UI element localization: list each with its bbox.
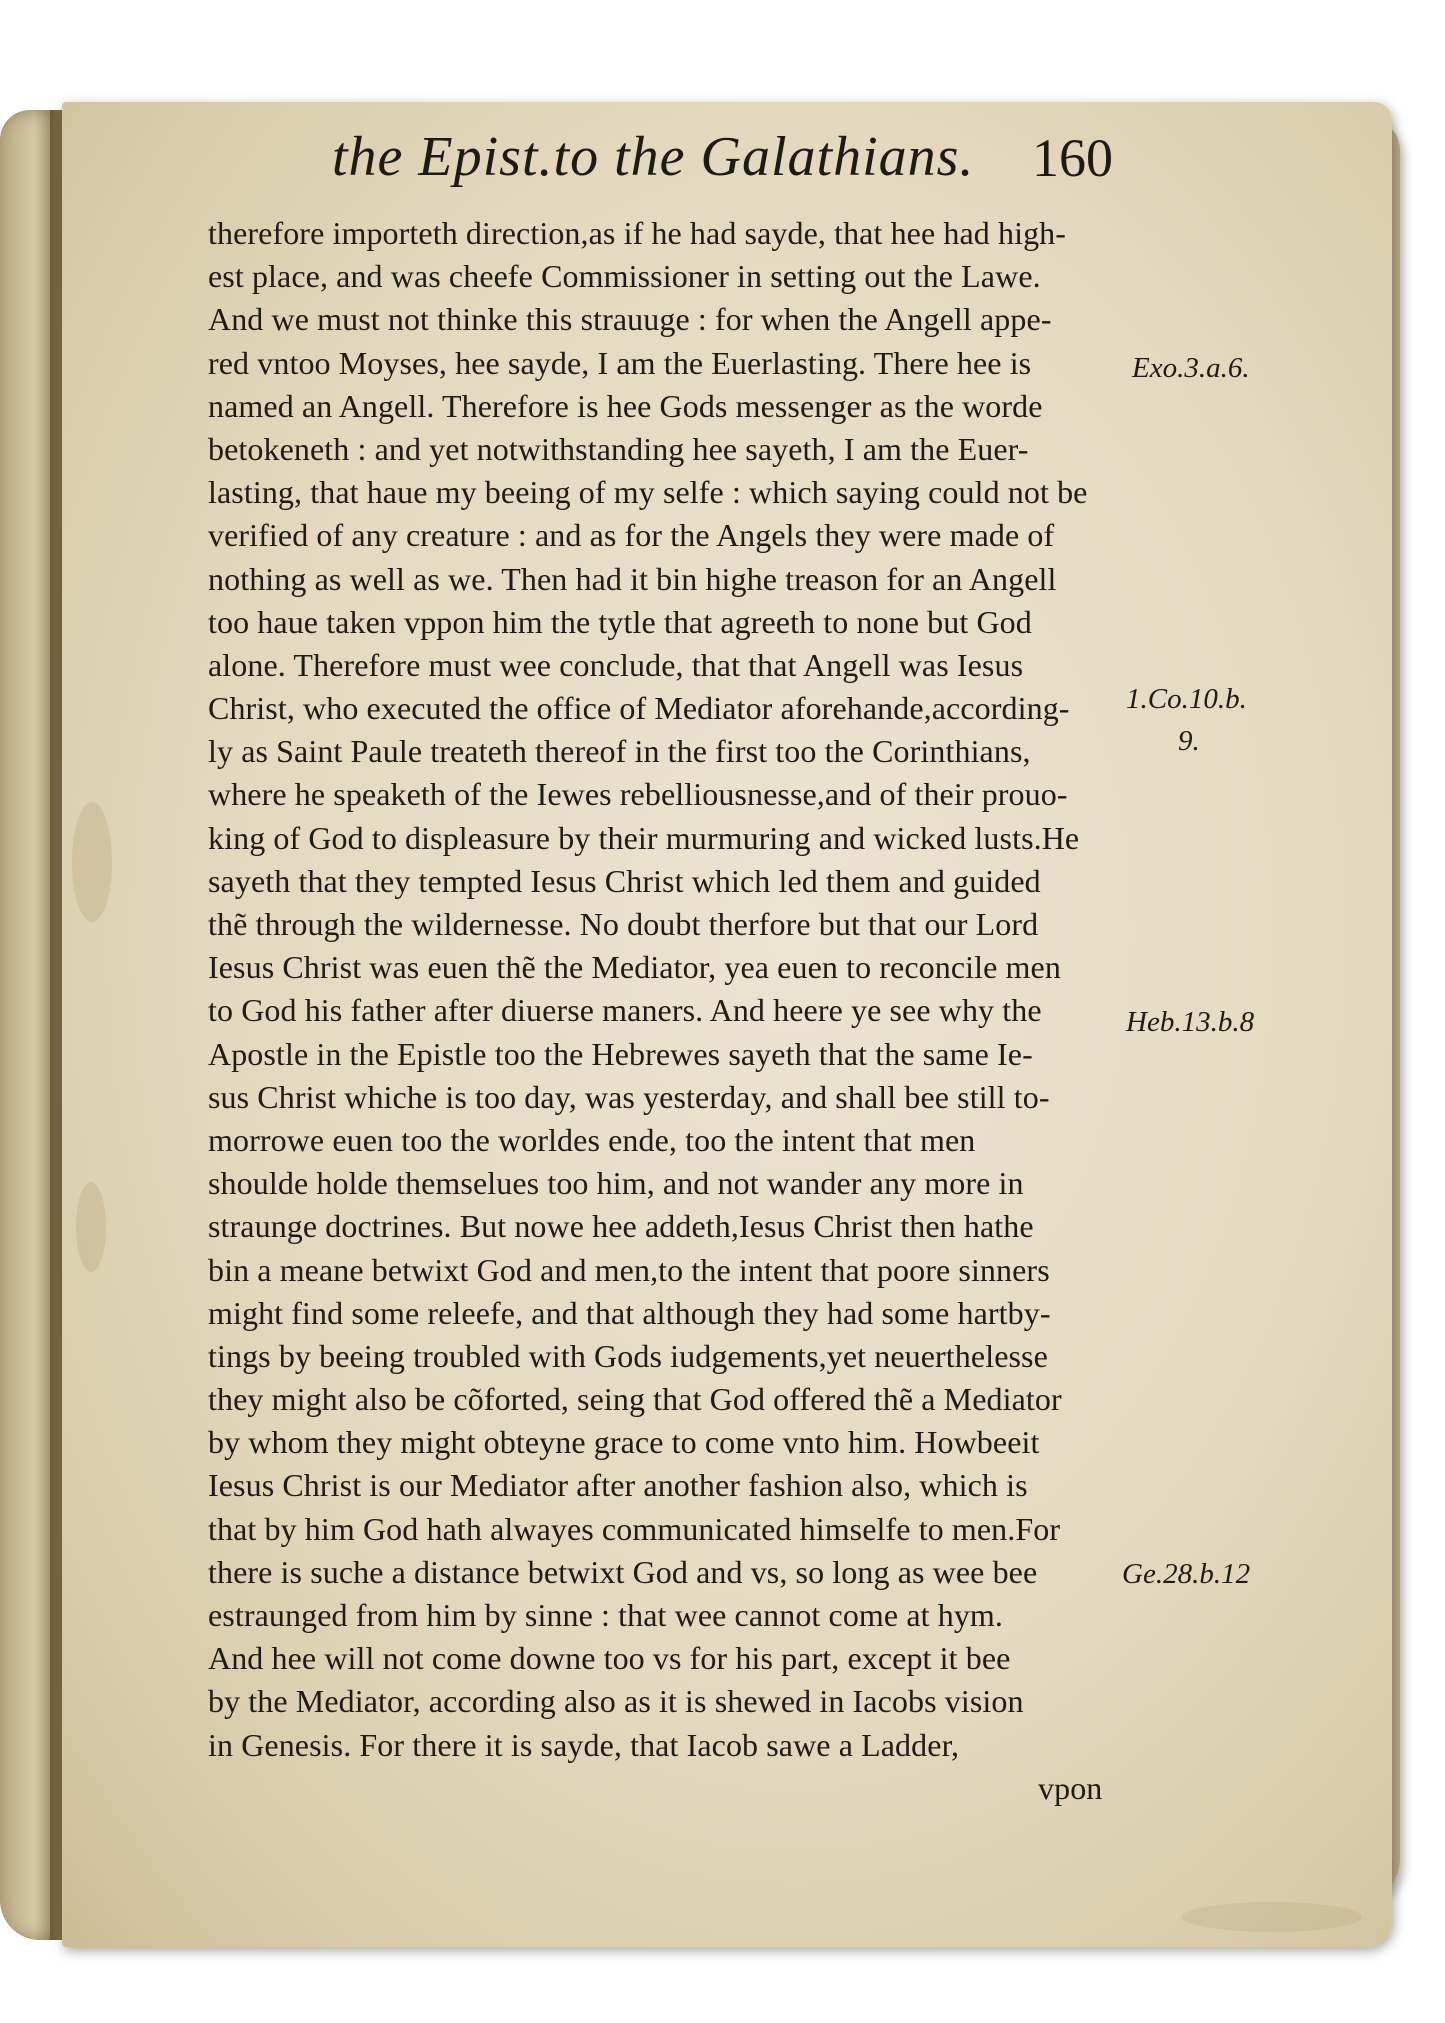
text-line: Apostle in the Epistle too the Hebrewes sayeth that the same Ie- <box>208 1035 1033 1072</box>
text-line: that by him God hath alwayes communicated himselfe to men.For <box>208 1510 1061 1547</box>
text-line: alone. Therefore must wee conclude, that that Angell was Iesus <box>208 646 1024 683</box>
margin-note: 1.Co.10.b. <box>1126 683 1247 715</box>
text-line: betokeneth : and yet notwithstanding hee sayeth, I am the Euer- <box>208 430 1029 467</box>
text-line: sus Christ whiche is too day, was yesterday, and shall bee still to- <box>208 1078 1050 1115</box>
text-line: And hee will not come downe too vs for his part, except it bee <box>208 1640 1011 1677</box>
running-title: the Epist.to the Galathians. <box>332 126 975 188</box>
text-line: morrowe euen too the worldes ende, too the intent that men <box>208 1121 976 1158</box>
text-line: there is suche a distance betwixt God and vs, so long as wee bee <box>208 1553 1038 1590</box>
text-line: they might also be cõforted, seing that God offered thẽ a Mediator <box>208 1381 1062 1418</box>
text-line: Iesus Christ was euen thẽ the Mediator, yea euen to reconcile men <box>208 949 1061 986</box>
text-line: thẽ through the wildernesse. No doubt therfore but that our Lord <box>208 906 1039 942</box>
text-line: red vntoo Moyses, hee sayde, I am the Euerlasting. There hee is <box>208 344 1032 381</box>
margin-note: Ge.28.b.12 <box>1122 1558 1251 1590</box>
text-line: nothing as well as we. Then had it bin highe treason for an Angell <box>208 560 1057 597</box>
text-line: Christ, who executed the office of Mediator aforehande,according- <box>208 690 1070 727</box>
text-line: And we must not thinke this strauuge : for when the Angell appe- <box>208 301 1052 338</box>
text-line: est place, and was cheefe Commissioner in setting out the Lawe. <box>208 258 1041 295</box>
foxing-stain <box>1182 1902 1362 1932</box>
foxing-stain <box>76 1182 106 1272</box>
text-line: verified of any creature : and as for the Angels they were made of <box>208 517 1055 554</box>
text-line: named an Angell. Therefore is hee Gods messenger as the worde <box>208 387 1043 424</box>
margin-note: Heb.13.b.8 <box>1126 1006 1255 1038</box>
margin-note: Exo.3.a.6. <box>1132 352 1250 384</box>
text-line: bin a meane betwixt God and men,to the intent that poore sinners <box>208 1251 1050 1288</box>
text-line: tings by beeing troubled with Gods iudgements,yet neuerthelesse <box>208 1337 1048 1374</box>
foxing-stain <box>72 802 112 922</box>
text-line: lasting, that haue my beeing of my selfe : which saying could not be <box>208 474 1088 511</box>
text-line: therefore importeth direction,as if he had sayde, that hee had high- <box>208 215 1067 251</box>
text-line: king of God to displeasure by their murmuring and wicked lusts.He <box>208 819 1080 856</box>
page-header <box>270 125 1270 205</box>
text-line: sayeth that they tempted Iesus Christ which led them and guided <box>208 862 1041 899</box>
body-text <box>208 212 1128 1810</box>
catchword: vpon <box>1038 1769 1103 1806</box>
text-line: shoulde holde themselues too him, and not wander any more in <box>208 1165 1024 1202</box>
page-number: 160 <box>1032 128 1113 188</box>
text-line: estraunged from him by sinne : that wee cannot come at hym. <box>208 1597 1004 1633</box>
text-line: where he speaketh of the Iewes rebelliousnesse,and of their prouo- <box>208 776 1068 813</box>
text-line: might find some releefe, and that although they had some hartby- <box>208 1294 1051 1331</box>
margin-note: 9. <box>1178 725 1200 757</box>
text-line: too haue taken vppon him the tytle that agreeth to none but God <box>208 603 1032 640</box>
text-line: by whom they might obteyne grace to come vnto him. Howbeeit <box>208 1424 1040 1461</box>
text-line: to God his father after diuerse maners. And heere ye see why the <box>208 992 1042 1029</box>
text-line: in Genesis. For there it is sayde, that Iacob sawe a Ladder, <box>208 1726 960 1763</box>
text-line: Iesus Christ is our Mediator after another fashion also, which is <box>208 1467 1028 1504</box>
text-line: by the Mediator, according also as it is shewed in Iacobs vision <box>208 1683 1024 1720</box>
text-line: ly as Saint Paule treateth thereof in the first too the Corinthians, <box>208 733 1031 770</box>
text-line: straunge doctrines. But nowe hee addeth,Iesus Christ then hathe <box>208 1208 1034 1245</box>
